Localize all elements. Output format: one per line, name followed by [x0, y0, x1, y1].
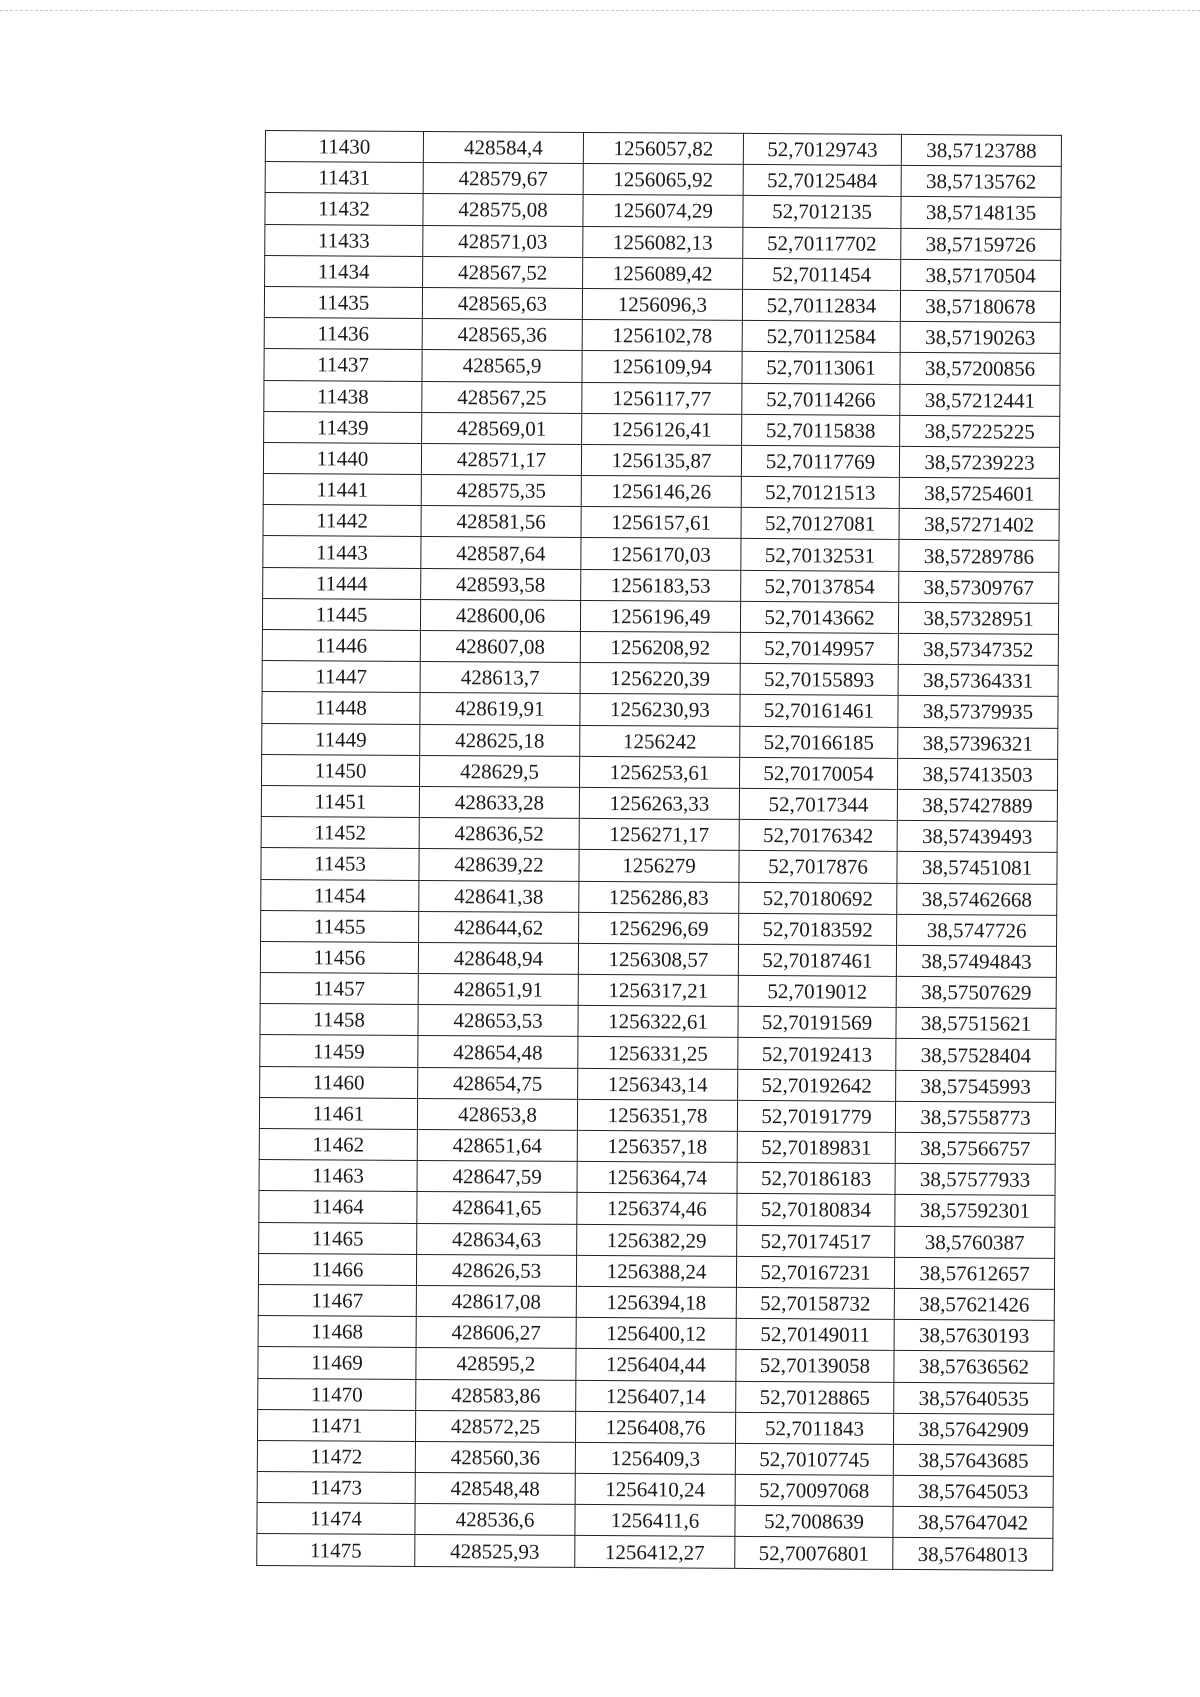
- point-number-cell: 11463: [259, 1160, 417, 1192]
- y-coordinate-cell: 1256146,26: [581, 476, 741, 508]
- longitude-cell: 38,57642909: [893, 1413, 1053, 1445]
- longitude-cell: 38,57190263: [900, 322, 1060, 354]
- x-coordinate-cell: 428567,25: [422, 381, 582, 413]
- point-number-cell: 11469: [258, 1347, 416, 1379]
- point-number-cell: 11451: [261, 785, 419, 817]
- latitude-cell: 52,70112834: [742, 289, 900, 321]
- latitude-cell: 52,70158732: [736, 1287, 894, 1319]
- latitude-cell: 52,70117769: [741, 445, 899, 477]
- table-row: [263, 442, 1059, 478]
- x-coordinate-cell: 428536,6: [415, 1504, 575, 1536]
- latitude-cell: 52,70166185: [740, 726, 898, 758]
- y-coordinate-cell: 1256364,74: [577, 1162, 737, 1194]
- longitude-cell: 38,57515621: [896, 1008, 1056, 1040]
- latitude-cell: 52,70115838: [742, 414, 900, 446]
- table-row: [264, 380, 1060, 416]
- x-coordinate-cell: 428651,64: [417, 1129, 577, 1161]
- table-row: [260, 941, 1056, 977]
- latitude-cell: 52,70129743: [743, 133, 901, 165]
- table-row: [257, 1440, 1053, 1476]
- point-number-cell: 11467: [258, 1284, 416, 1316]
- table-row: [264, 411, 1060, 447]
- x-coordinate-cell: 428593,58: [421, 568, 581, 600]
- longitude-cell: 38,57309767: [899, 571, 1059, 603]
- latitude-cell: 52,70192413: [738, 1038, 896, 1070]
- point-number-cell: 11457: [260, 973, 418, 1005]
- latitude-cell: 52,70137854: [741, 570, 899, 602]
- table-row: [258, 1253, 1054, 1289]
- point-number-cell: 11438: [264, 380, 422, 412]
- point-number-cell: 11437: [264, 349, 422, 381]
- latitude-cell: 52,7012135: [743, 196, 901, 228]
- point-number-cell: 11432: [265, 193, 423, 225]
- point-number-cell: 11468: [258, 1316, 416, 1348]
- longitude-cell: 38,57289786: [899, 540, 1059, 572]
- longitude-cell: 38,57254601: [899, 477, 1059, 509]
- point-number-cell: 11458: [260, 1004, 418, 1036]
- longitude-cell: 38,57507629: [896, 976, 1056, 1008]
- x-coordinate-cell: 428565,63: [422, 287, 582, 319]
- longitude-cell: 38,57566757: [895, 1132, 1055, 1164]
- latitude-cell: 52,70192642: [738, 1069, 896, 1101]
- point-number-cell: 11474: [257, 1503, 415, 1535]
- y-coordinate-cell: 1256126,41: [582, 413, 742, 445]
- point-number-cell: 11459: [260, 1035, 418, 1067]
- table-row: [265, 162, 1061, 198]
- longitude-cell: 38,57494843: [896, 945, 1056, 977]
- table-row: [265, 255, 1061, 291]
- longitude-cell: 38,57577933: [895, 1164, 1055, 1196]
- y-coordinate-cell: 1256412,27: [575, 1536, 735, 1568]
- y-coordinate-cell: 1256286,83: [579, 881, 739, 913]
- table-row: [262, 598, 1058, 634]
- y-coordinate-cell: 1256343,14: [578, 1068, 738, 1100]
- longitude-cell: 38,57647042: [893, 1507, 1053, 1539]
- x-coordinate-cell: 428633,28: [419, 786, 579, 818]
- point-number-cell: 11472: [257, 1440, 415, 1472]
- point-number-cell: 11443: [263, 536, 421, 568]
- y-coordinate-cell: 1256102,78: [582, 320, 742, 352]
- longitude-cell: 38,57630193: [894, 1319, 1054, 1351]
- longitude-cell: 38,57271402: [899, 509, 1059, 541]
- latitude-cell: 52,70139058: [736, 1350, 894, 1382]
- table-row: [264, 318, 1060, 354]
- y-coordinate-cell: 1256230,93: [580, 694, 740, 726]
- x-coordinate-cell: 428579,67: [423, 163, 583, 195]
- latitude-cell: 52,70113061: [742, 352, 900, 384]
- y-coordinate-cell: 1256374,46: [577, 1193, 737, 1225]
- x-coordinate-cell: 428548,48: [415, 1473, 575, 1505]
- x-coordinate-cell: 428606,27: [416, 1317, 576, 1349]
- table-row: [260, 1035, 1056, 1071]
- point-number-cell: 11449: [262, 723, 420, 755]
- longitude-cell: 38,5747726: [897, 914, 1057, 946]
- y-coordinate-cell: 1256394,18: [576, 1286, 736, 1318]
- x-coordinate-cell: 428651,91: [418, 974, 578, 1006]
- table-row: [262, 692, 1058, 728]
- point-number-cell: 11440: [263, 442, 421, 474]
- table-row: [261, 879, 1057, 915]
- latitude-cell: 52,70149011: [736, 1319, 894, 1351]
- longitude-cell: 38,57451081: [897, 852, 1057, 884]
- longitude-cell: 38,57636562: [894, 1351, 1054, 1383]
- y-coordinate-cell: 1256242: [580, 725, 740, 757]
- table-row: [264, 286, 1060, 322]
- latitude-cell: 52,7008639: [735, 1506, 893, 1538]
- latitude-cell: 52,70155893: [740, 664, 898, 696]
- y-coordinate-cell: 1256331,25: [578, 1037, 738, 1069]
- coordinates-table: [256, 130, 1062, 1570]
- longitude-cell: 38,57621426: [894, 1288, 1054, 1320]
- longitude-cell: 38,57427889: [897, 789, 1057, 821]
- y-coordinate-cell: 1256271,17: [579, 819, 739, 851]
- latitude-cell: 52,70191779: [737, 1100, 895, 1132]
- table-row: [263, 536, 1059, 572]
- y-coordinate-cell: 1256388,24: [576, 1255, 736, 1287]
- point-number-cell: 11466: [258, 1253, 416, 1285]
- latitude-cell: 52,70186183: [737, 1163, 895, 1195]
- top-scan-edge: [0, 10, 1200, 11]
- y-coordinate-cell: 1256322,61: [578, 1006, 738, 1038]
- x-coordinate-cell: 428636,52: [419, 818, 579, 850]
- table-row: [259, 1222, 1055, 1258]
- coordinates-table-body: [257, 131, 1062, 1570]
- y-coordinate-cell: 1256410,24: [575, 1473, 735, 1505]
- longitude-cell: 38,57462668: [897, 883, 1057, 915]
- x-coordinate-cell: 428581,56: [421, 506, 581, 538]
- y-coordinate-cell: 1256253,61: [579, 756, 739, 788]
- x-coordinate-cell: 428560,36: [415, 1441, 575, 1473]
- x-coordinate-cell: 428595,2: [416, 1348, 576, 1380]
- point-number-cell: 11442: [263, 505, 421, 537]
- latitude-cell: 52,70191569: [738, 1007, 896, 1039]
- longitude-cell: 38,57328951: [898, 602, 1058, 634]
- y-coordinate-cell: 1256117,77: [582, 382, 742, 414]
- point-number-cell: 11454: [261, 879, 419, 911]
- y-coordinate-cell: 1256351,78: [577, 1099, 737, 1131]
- table-row: [263, 567, 1059, 603]
- latitude-cell: 52,7017876: [739, 851, 897, 883]
- latitude-cell: 52,70125484: [743, 165, 901, 197]
- table-row: [260, 1066, 1056, 1102]
- longitude-cell: 38,57592301: [895, 1195, 1055, 1227]
- longitude-cell: 38,57135762: [901, 166, 1061, 198]
- x-coordinate-cell: 428587,64: [421, 537, 581, 569]
- table-row: [265, 193, 1061, 229]
- point-number-cell: 11433: [265, 224, 423, 256]
- latitude-cell: 52,70112584: [742, 321, 900, 353]
- x-coordinate-cell: 428567,52: [423, 256, 583, 288]
- y-coordinate-cell: 1256220,39: [580, 663, 740, 695]
- latitude-cell: 52,70107745: [735, 1443, 893, 1475]
- point-number-cell: 11447: [262, 661, 420, 693]
- table-row: [259, 1160, 1055, 1196]
- x-coordinate-cell: 428639,22: [419, 849, 579, 881]
- latitude-cell: 52,70149957: [740, 632, 898, 664]
- y-coordinate-cell: 1256074,29: [583, 195, 743, 227]
- x-coordinate-cell: 428648,94: [418, 942, 578, 974]
- point-number-cell: 11444: [263, 567, 421, 599]
- y-coordinate-cell: 1256409,3: [575, 1442, 735, 1474]
- y-coordinate-cell: 1256279: [579, 850, 739, 882]
- longitude-cell: 38,57648013: [893, 1538, 1053, 1570]
- latitude-cell: 52,70170054: [739, 757, 897, 789]
- x-coordinate-cell: 428619,91: [420, 693, 580, 725]
- latitude-cell: 52,70127081: [741, 508, 899, 540]
- point-number-cell: 11431: [265, 162, 423, 194]
- longitude-cell: 38,57239223: [899, 446, 1059, 478]
- latitude-cell: 52,7011454: [743, 258, 901, 290]
- table-row: [263, 474, 1059, 510]
- latitude-cell: 52,70180692: [739, 882, 897, 914]
- x-coordinate-cell: 428525,93: [415, 1535, 575, 1567]
- latitude-cell: 52,7017344: [739, 788, 897, 820]
- latitude-cell: 52,70097068: [735, 1474, 893, 1506]
- x-coordinate-cell: 428565,9: [422, 350, 582, 382]
- x-coordinate-cell: 428571,03: [423, 225, 583, 257]
- y-coordinate-cell: 1256096,3: [582, 288, 742, 320]
- latitude-cell: 52,7019012: [738, 975, 896, 1007]
- table-row: [257, 1534, 1053, 1570]
- latitude-cell: 52,70180834: [737, 1194, 895, 1226]
- point-number-cell: 11464: [259, 1191, 417, 1223]
- latitude-cell: 52,70183592: [739, 913, 897, 945]
- table-row: [261, 848, 1057, 884]
- latitude-cell: 52,70128865: [736, 1381, 894, 1413]
- longitude-cell: 38,57148135: [901, 197, 1061, 229]
- point-number-cell: 11445: [262, 598, 420, 630]
- x-coordinate-cell: 428641,65: [417, 1192, 577, 1224]
- y-coordinate-cell: 1256157,61: [581, 507, 741, 539]
- point-number-cell: 11456: [260, 941, 418, 973]
- point-number-cell: 11465: [259, 1222, 417, 1254]
- x-coordinate-cell: 428644,62: [419, 911, 579, 943]
- table-row: [257, 1503, 1053, 1539]
- y-coordinate-cell: 1256382,29: [577, 1224, 737, 1256]
- x-coordinate-cell: 428575,08: [423, 194, 583, 226]
- point-number-cell: 11460: [260, 1066, 418, 1098]
- x-coordinate-cell: 428654,48: [418, 1036, 578, 1068]
- point-number-cell: 11461: [259, 1097, 417, 1129]
- longitude-cell: 38,57225225: [900, 415, 1060, 447]
- longitude-cell: 38,57558773: [895, 1101, 1055, 1133]
- latitude-cell: 52,70176342: [739, 820, 897, 852]
- longitude-cell: 38,57396321: [898, 727, 1058, 759]
- y-coordinate-cell: 1256183,53: [581, 569, 741, 601]
- y-coordinate-cell: 1256400,12: [576, 1318, 736, 1350]
- x-coordinate-cell: 428583,86: [416, 1379, 576, 1411]
- longitude-cell: 38,57123788: [901, 134, 1061, 166]
- x-coordinate-cell: 428575,35: [421, 475, 581, 507]
- y-coordinate-cell: 1256089,42: [583, 257, 743, 289]
- y-coordinate-cell: 1256407,14: [576, 1380, 736, 1412]
- y-coordinate-cell: 1256196,49: [580, 600, 740, 632]
- table-row: [258, 1316, 1054, 1352]
- table-row: [261, 817, 1057, 853]
- longitude-cell: 38,57645053: [893, 1475, 1053, 1507]
- x-coordinate-cell: 428600,06: [420, 599, 580, 631]
- point-number-cell: 11475: [257, 1534, 415, 1566]
- longitude-cell: 38,57612657: [894, 1257, 1054, 1289]
- table-row: [262, 723, 1058, 759]
- point-number-cell: 11446: [262, 629, 420, 661]
- y-coordinate-cell: 1256357,18: [577, 1130, 737, 1162]
- table-row: [261, 754, 1057, 790]
- x-coordinate-cell: 428647,59: [417, 1161, 577, 1193]
- point-number-cell: 11470: [258, 1378, 416, 1410]
- point-number-cell: 11450: [261, 754, 419, 786]
- longitude-cell: 38,57170504: [901, 259, 1061, 291]
- y-coordinate-cell: 1256263,33: [579, 787, 739, 819]
- x-coordinate-cell: 428571,17: [421, 443, 581, 475]
- point-number-cell: 11436: [264, 318, 422, 350]
- longitude-cell: 38,57379935: [898, 696, 1058, 728]
- y-coordinate-cell: 1256404,44: [576, 1349, 736, 1381]
- longitude-cell: 38,57413503: [897, 758, 1057, 790]
- point-number-cell: 11471: [257, 1409, 415, 1441]
- point-number-cell: 11473: [257, 1472, 415, 1504]
- y-coordinate-cell: 1256408,76: [575, 1411, 735, 1443]
- x-coordinate-cell: 428654,75: [418, 1067, 578, 1099]
- x-coordinate-cell: 428569,01: [422, 412, 582, 444]
- point-number-cell: 11462: [259, 1128, 417, 1160]
- point-number-cell: 11453: [261, 848, 419, 880]
- x-coordinate-cell: 428617,08: [416, 1285, 576, 1317]
- table-row: [261, 785, 1057, 821]
- table-row: [258, 1378, 1054, 1414]
- longitude-cell: 38,57200856: [900, 353, 1060, 385]
- longitude-cell: 38,5760387: [895, 1226, 1055, 1258]
- x-coordinate-cell: 428641,38: [419, 880, 579, 912]
- point-number-cell: 11455: [261, 910, 419, 942]
- latitude-cell: 52,7011843: [735, 1412, 893, 1444]
- longitude-cell: 38,57439493: [897, 821, 1057, 853]
- latitude-cell: 52,70161461: [740, 695, 898, 727]
- latitude-cell: 52,70167231: [736, 1256, 894, 1288]
- table-row: [259, 1191, 1055, 1227]
- table-row: [265, 224, 1061, 260]
- latitude-cell: 52,70121513: [741, 476, 899, 508]
- y-coordinate-cell: 1256411,6: [575, 1505, 735, 1537]
- point-number-cell: 11430: [265, 131, 423, 163]
- longitude-cell: 38,57180678: [900, 290, 1060, 322]
- latitude-cell: 52,70132531: [741, 539, 899, 571]
- x-coordinate-cell: 428634,63: [417, 1223, 577, 1255]
- longitude-cell: 38,57347352: [898, 633, 1058, 665]
- x-coordinate-cell: 428653,8: [417, 1098, 577, 1130]
- y-coordinate-cell: 1256109,94: [582, 351, 742, 383]
- table-row: [257, 1472, 1053, 1508]
- longitude-cell: 38,57159726: [901, 228, 1061, 260]
- latitude-cell: 52,70076801: [735, 1537, 893, 1569]
- latitude-cell: 52,70187461: [738, 944, 896, 976]
- table-row: [257, 1409, 1053, 1445]
- y-coordinate-cell: 1256208,92: [580, 631, 740, 663]
- table-row: [265, 131, 1061, 167]
- table-row: [262, 629, 1058, 665]
- y-coordinate-cell: 1256308,57: [578, 943, 738, 975]
- table-row: [261, 910, 1057, 946]
- point-number-cell: 11441: [263, 474, 421, 506]
- y-coordinate-cell: 1256317,21: [578, 974, 738, 1006]
- longitude-cell: 38,57545993: [896, 1070, 1056, 1102]
- table-row: [260, 1004, 1056, 1040]
- table-row: [259, 1128, 1055, 1164]
- y-coordinate-cell: 1256170,03: [581, 538, 741, 570]
- point-number-cell: 11452: [261, 817, 419, 849]
- x-coordinate-cell: 428625,18: [420, 724, 580, 756]
- x-coordinate-cell: 428607,08: [420, 630, 580, 662]
- x-coordinate-cell: 428572,25: [415, 1410, 575, 1442]
- y-coordinate-cell: 1256057,82: [583, 132, 743, 164]
- point-number-cell: 11448: [262, 692, 420, 724]
- latitude-cell: 52,70143662: [740, 601, 898, 633]
- coordinates-table-container: [256, 130, 1062, 1570]
- table-row: [260, 973, 1056, 1009]
- y-coordinate-cell: 1256135,87: [581, 444, 741, 476]
- y-coordinate-cell: 1256296,69: [579, 912, 739, 944]
- y-coordinate-cell: 1256082,13: [583, 226, 743, 258]
- table-row: [264, 349, 1060, 385]
- longitude-cell: 38,57640535: [894, 1382, 1054, 1414]
- longitude-cell: 38,57528404: [896, 1039, 1056, 1071]
- point-number-cell: 11439: [264, 411, 422, 443]
- x-coordinate-cell: 428629,5: [419, 755, 579, 787]
- table-row: [262, 661, 1058, 697]
- latitude-cell: 52,70189831: [737, 1131, 895, 1163]
- x-coordinate-cell: 428626,53: [416, 1254, 576, 1286]
- table-row: [258, 1284, 1054, 1320]
- table-row: [263, 505, 1059, 541]
- point-number-cell: 11435: [264, 286, 422, 318]
- x-coordinate-cell: 428565,36: [422, 319, 582, 351]
- point-number-cell: 11434: [265, 255, 423, 287]
- x-coordinate-cell: 428613,7: [420, 662, 580, 694]
- x-coordinate-cell: 428584,4: [423, 131, 583, 163]
- longitude-cell: 38,57643685: [893, 1444, 1053, 1476]
- latitude-cell: 52,70174517: [737, 1225, 895, 1257]
- table-row: [259, 1097, 1055, 1133]
- latitude-cell: 52,70114266: [742, 383, 900, 415]
- longitude-cell: 38,57364331: [898, 665, 1058, 697]
- latitude-cell: 52,70117702: [743, 227, 901, 259]
- x-coordinate-cell: 428653,53: [418, 1005, 578, 1037]
- y-coordinate-cell: 1256065,92: [583, 164, 743, 196]
- longitude-cell: 38,57212441: [900, 384, 1060, 416]
- table-row: [258, 1347, 1054, 1383]
